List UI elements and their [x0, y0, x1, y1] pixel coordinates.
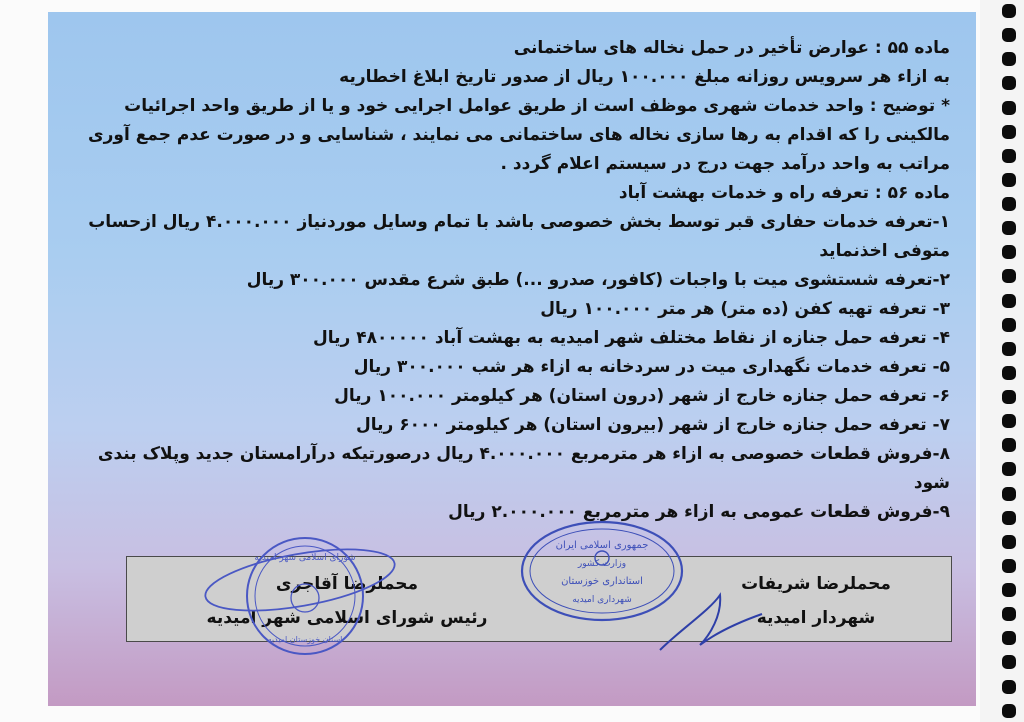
tariff-item-1-continued: متوفی اخذنماید: [819, 241, 950, 261]
tariff-item-7: ۷- تعرفه حمل جنازه خارج از شهر (بیرون استان) هر کیلومتر ۶۰۰۰ ریال: [355, 415, 950, 435]
tariff-item-5: ۵- تعرفه خدمات نگهداری میت در سردخانه به ازاء هر شب ۳۰۰.۰۰۰ ریال: [353, 357, 950, 377]
article-56-heading: ماده ۵۶ : تعرفه راه و خدمات بهشت آباد: [618, 183, 950, 203]
article-55-heading: ماده ۵۵ : عوارض تأخیر در حمل نخاله های ساختمانی: [513, 38, 950, 58]
tariff-item-8-continued: شود: [913, 473, 950, 493]
mayor-name: محملرضا شریفات: [741, 574, 891, 594]
tariff-item-6: ۶- تعرفه حمل جنازه خارج از شهر (درون استان) هر کیلومتر ۱۰۰.۰۰۰ ریال: [334, 386, 950, 406]
council-chair-title: رئیس شورای اسلامی شهر امیدیه: [206, 608, 488, 628]
note-line-2: مالکینی را که اقدام به رها سازی نخاله های ساختمانی می نمایند ، شناسایی و در صورت عدم جمع آوری: [88, 125, 950, 145]
mayor-signature-block: [721, 567, 911, 635]
note-line-3: مراتب به واحد درآمد جهت درج در سیستم اعلام گردد .: [500, 154, 950, 174]
stamp-line-2: وزارت کشور: [577, 559, 627, 569]
council-stamp-line-2: استان خوزستان امیدیه: [267, 635, 343, 644]
note-line-1: * توضیح : واحد خدمات شهری موظف است از طریق عوامل اجرایی خود و یا از طریق واحد اجرائیات: [124, 96, 950, 116]
signature-box: [126, 556, 952, 642]
council-signature-block: [197, 567, 497, 635]
stamp-line-1: جمهوری اسلامی ایران: [555, 540, 649, 551]
tariff-item-3: ۳- تعرفه تهیه کفن (ده متر) هر متر ۱۰۰.۰۰۰ ریال: [540, 299, 950, 319]
stamp-line-3: استانداری خوزستان: [561, 576, 643, 587]
regulation-text: [60, 34, 950, 527]
tariff-item-2: ۲-تعرفه شستشوی میت با واجبات (کافور، صدرو ...) طبق شرع مقدس ۳۰۰.۰۰۰ ریال: [246, 270, 950, 290]
council-chair-name: محملرضا آقاجری: [275, 574, 419, 594]
tariff-item-4: ۴- تعرفه حمل جنازه از نقاط مختلف شهر امیدیه به بهشت آباد ۴۸۰۰۰۰۰ ریال: [313, 328, 950, 348]
stamp-line-4: شهرداری امیدیه: [572, 595, 632, 605]
council-stamp-line-1: شورای اسلامی شهر امیدیه: [254, 553, 356, 563]
mayor-title: شهردار امیدیه: [756, 608, 876, 628]
tariff-item-9: ۹-فروش قطعات عمومی به ازاء هر مترمربع ۲.۰۰۰.۰۰۰ ریال: [448, 502, 950, 522]
article-55-fee: به ازاء هر سرویس روزانه مبلغ ۱۰۰.۰۰۰ ریال از صدور تاریخ ابلاغ اخطاریه: [339, 67, 950, 87]
spiral-binding: [1000, 0, 1018, 722]
tariff-item-8: ۸-فروش قطعات خصوصی به ازاء هر مترمربع ۴.۰۰۰.۰۰۰ ریال درصورتیکه درآرامستان جدید وپلاک بندی: [97, 444, 950, 464]
tariff-item-1: ۱-تعرفه خدمات حفاری قبر توسط بخش خصوصی باشد با تمام وسایل موردنیاز ۴.۰۰۰.۰۰۰ ریال ازحساب: [88, 212, 950, 232]
